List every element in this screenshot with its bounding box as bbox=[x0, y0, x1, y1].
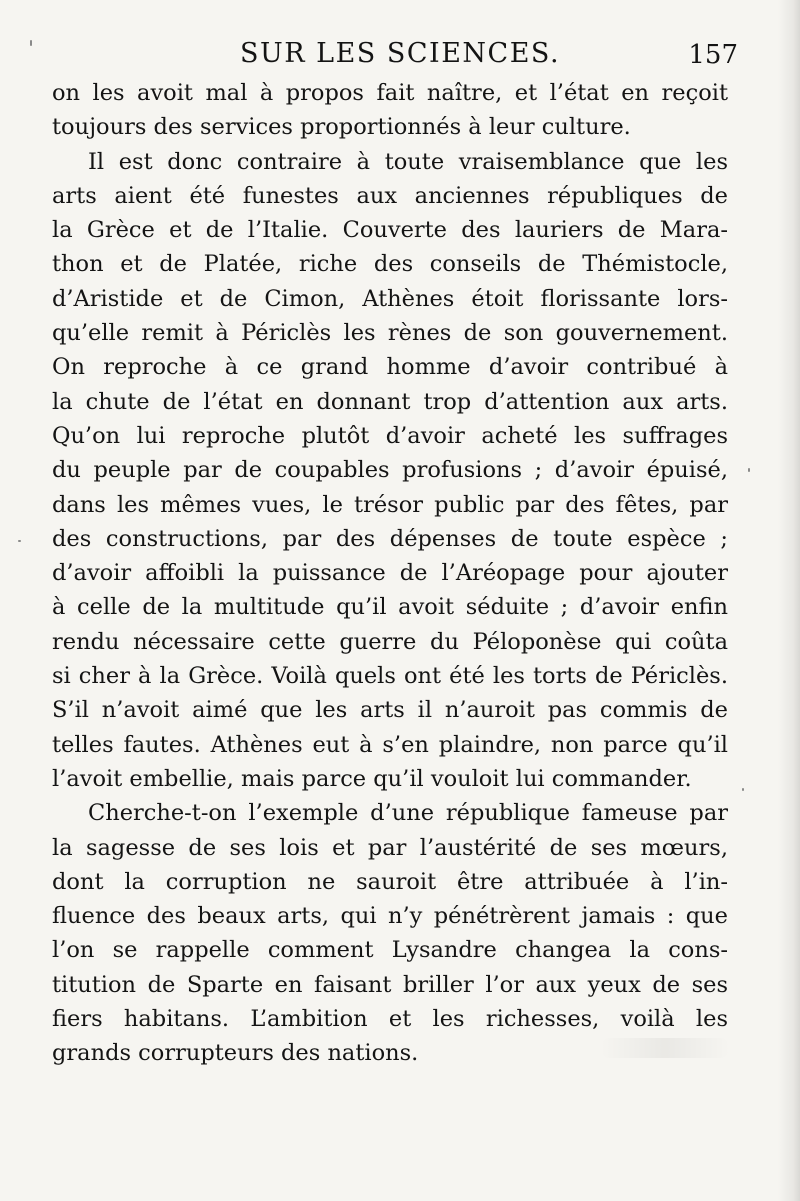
text-line: arts aient été funestes aux anciennes républiques de bbox=[52, 182, 728, 209]
paper-speck bbox=[748, 468, 750, 472]
text-line: l’on se rappelle comment Lysandre changea la cons- bbox=[52, 937, 728, 964]
text-line: des constructions, par des dépenses de toute espèce ; bbox=[52, 525, 728, 552]
paper-speck bbox=[18, 540, 21, 542]
text-line: On reproche à ce grand homme d’avoir contribué à bbox=[52, 354, 728, 381]
text-line: l’avoit embellie, mais parce qu’il vouloit lui commander. bbox=[52, 765, 692, 792]
text-line: la Grèce et de l’Italie. Couverte des lauriers de Mara- bbox=[52, 217, 728, 244]
text-line: Cherche-t-on l’exemple d’une république fameuse par bbox=[88, 800, 728, 827]
text-line: Qu’on lui reproche plutôt d’avoir acheté les suffrages bbox=[52, 422, 728, 449]
text-line: d’avoir affoibli la puissance de l’Aréopage pour ajouter bbox=[52, 560, 728, 587]
text-line: dans les mêmes vues, le trésor public par des fêtes, par bbox=[52, 491, 728, 518]
running-head: SUR LES SCIENCES. bbox=[240, 38, 561, 69]
text-line: S’il n’avoit aimé que les arts il n’auroit pas commis de bbox=[52, 697, 728, 724]
text-line: à celle de la multitude qu’il avoit séduite ; d’avoir enfin bbox=[52, 594, 728, 621]
paper-speck bbox=[742, 788, 744, 791]
text-line: si cher à la Grèce. Voilà quels ont été les torts de Périclès. bbox=[52, 663, 728, 690]
text-line: titution de Sparte en faisant briller l’or aux yeux de ses bbox=[52, 971, 728, 998]
page-header bbox=[52, 34, 738, 80]
text-line: grands corrupteurs des nations. bbox=[52, 1040, 419, 1067]
text-line: du peuple par de coupables profusions ; d’avoir épuisé, bbox=[52, 457, 728, 484]
text-line: fluence des beaux arts, qui n’y pénétrèrent jamais : que bbox=[52, 903, 728, 930]
text-line: d’Aristide et de Cimon, Athènes étoit florissante lors- bbox=[52, 285, 728, 312]
text-line: qu’elle remit à Périclès les rènes de son gouvernement. bbox=[52, 320, 728, 347]
text-line: la sagesse de ses lois et par l’austérité de ses mœurs, bbox=[52, 834, 728, 861]
text-line: toujours des services proportionnés à leur culture. bbox=[52, 114, 631, 141]
text-line: dont la corruption ne sauroit être attribuée à l’in- bbox=[52, 868, 728, 895]
page-edge-shadow bbox=[778, 0, 800, 1201]
text-line: on les avoit mal à propos fait naître, et l’état en reçoit bbox=[52, 80, 728, 106]
paper-speck bbox=[30, 40, 32, 46]
text-line: rendu nécessaire cette guerre du Péloponèse qui coûta bbox=[52, 628, 728, 655]
text-line: la chute de l’état en donnant trop d’attention aux arts. bbox=[52, 388, 728, 415]
show-through-smudge bbox=[600, 1038, 730, 1058]
text-line: thon et de Platée, riche des conseils de Thémistocle, bbox=[52, 251, 728, 278]
text-line: Il est donc contraire à toute vraisemblance que les bbox=[88, 148, 728, 175]
text-line: telles fautes. Athènes eut à s’en plaindre, non parce qu’il bbox=[52, 731, 728, 758]
body-text bbox=[52, 76, 728, 1071]
page-number: 157 bbox=[688, 40, 738, 70]
text-line: fiers habitans. L’ambition et les richesses, voilà les bbox=[52, 1006, 728, 1033]
